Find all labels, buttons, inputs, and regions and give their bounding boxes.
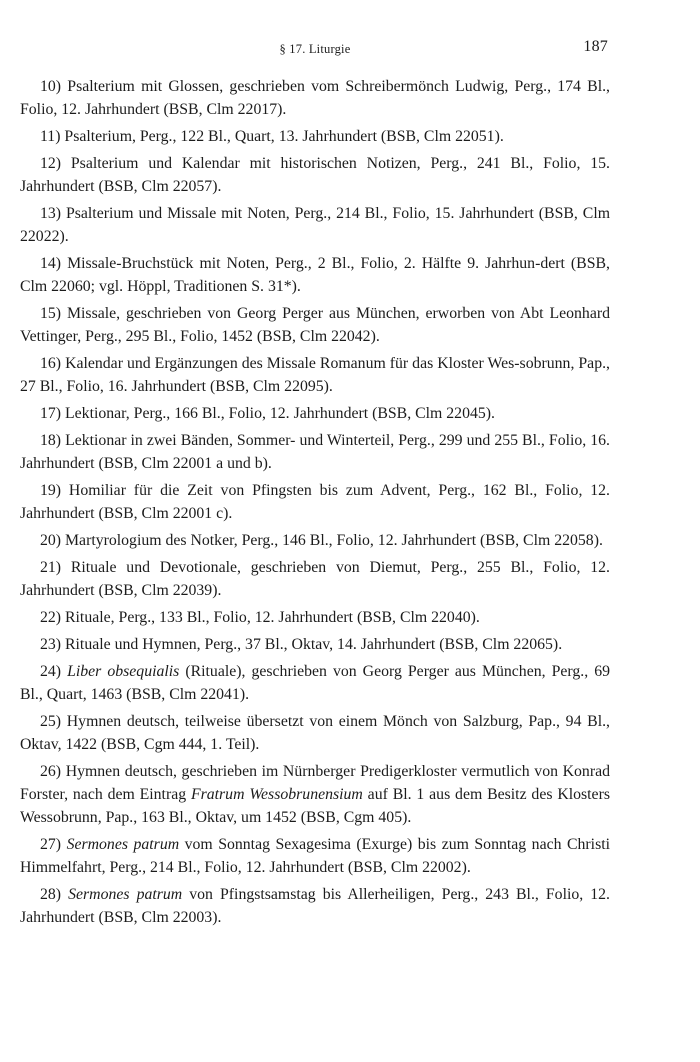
entry-text: von Pfingstsamstag bis Allerheiligen, Perg., 243 Bl., Folio, 12. Jahrhundert (BSB, Clm 22003). bbox=[20, 886, 610, 927]
manuscript-entry bbox=[20, 153, 610, 199]
entry-text: 24) bbox=[40, 663, 68, 681]
manuscript-entry bbox=[20, 761, 610, 830]
entry-text: 19) Homiliar für die Zeit von Pfingsten bis zum Advent, Perg., 162 Bl., Folio, 12. Jahrhundert (BSB, Clm 22001 c). bbox=[20, 482, 610, 523]
manuscript-entry bbox=[20, 661, 610, 707]
entry-title-italic: Fratrum Wessobrunensium bbox=[190, 786, 363, 804]
manuscript-entry bbox=[20, 530, 610, 553]
entry-text: 10) Psalterium mit Glossen, geschrieben vom Schreibermönch Ludwig, Perg., 174 Bl., Folio, 12. Jahrhundert (BSB, Clm 22017). bbox=[20, 78, 610, 118]
manuscript-entry bbox=[20, 403, 610, 426]
entry-text: vom Sonntag Sexagesima (Exurge) bis zum Sonntag nach Christi Himmelfahrt, Perg., 214 Bl., Folio, 12. Jahrhundert (BSB, Clm 22002). bbox=[20, 836, 610, 877]
book-page bbox=[20, 0, 610, 1062]
entry-title-italic: Sermones patrum bbox=[66, 836, 180, 854]
entry-text: (Rituale), geschrieben von Georg Perger aus München, Perg., 69 Bl., Quart, 1463 (BSB, Clm 22041). bbox=[20, 663, 610, 704]
entry-text: 23) Rituale und Hymnen, Perg., 37 Bl., Oktav, 14. Jahrhundert (BSB, Clm 22065). bbox=[40, 636, 563, 654]
entry-text: 13) Psalterium und Missale mit Noten, Perg., 214 Bl., Folio, 15. Jahrhundert (BSB, Clm 22022). bbox=[20, 205, 610, 245]
manuscript-entry bbox=[20, 557, 610, 603]
entry-text: 27) bbox=[40, 836, 67, 854]
entry-text: 11) Psalterium, Perg., 122 Bl., Quart, 13. Jahrhundert (BSB, Clm 22051). bbox=[40, 128, 504, 145]
page-number: 187 bbox=[583, 38, 608, 55]
entry-text: 22) Rituale, Perg., 133 Bl., Folio, 12. Jahrhundert (BSB, Clm 22040). bbox=[40, 609, 480, 627]
entry-text: 15) Missale, geschrieben von Georg Perger aus München, erworben von Abt Leonhard Vettinger, Perg., 295 Bl., Folio, 1452 (BSB, Clm 22042). bbox=[20, 305, 610, 345]
manuscript-entry bbox=[20, 76, 610, 122]
manuscript-entry bbox=[20, 711, 610, 757]
entry-text: auf Bl. 1 aus dem Besitz des Klosters Wessobrunn, Pap., 163 Bl., Oktav, um 1452 (BSB, Cgm 405). bbox=[20, 786, 610, 827]
manuscript-entry bbox=[20, 126, 610, 149]
entry-text: 26) Hymnen deutsch, geschrieben im Nürnberger Predigerkloster vermutlich von Konrad Forster, nach dem Eintrag bbox=[20, 763, 610, 804]
entry-text: 14) Missale-Bruchstück mit Noten, Perg., 2 Bl., Folio, 2. Hälfte 9. Jahrhun-dert (BSB, Clm 22060; vgl. Höppl, Traditionen S. 31*). bbox=[20, 255, 610, 295]
entry-title-italic: Sermones patrum bbox=[68, 886, 183, 904]
manuscript-entry bbox=[20, 430, 610, 476]
manuscript-entry bbox=[20, 480, 610, 526]
entry-text: 18) Lektionar in zwei Bänden, Sommer- und Winterteil, Perg., 299 und 255 Bl., Folio, 16. Jahrhundert (BSB, Clm 22001 a und b). bbox=[20, 432, 610, 473]
manuscript-entry bbox=[20, 834, 610, 880]
entry-text: 12) Psalterium und Kalendar mit historischen Notizen, Perg., 241 Bl., Folio, 15. Jahrhundert (BSB, Clm 22057). bbox=[20, 155, 610, 195]
manuscript-entry bbox=[20, 353, 610, 399]
entry-list bbox=[20, 76, 610, 934]
running-head bbox=[20, 38, 610, 60]
manuscript-entry bbox=[20, 607, 610, 630]
entry-text: 17) Lektionar, Perg., 166 Bl., Folio, 12. Jahrhundert (BSB, Clm 22045). bbox=[40, 405, 495, 423]
entry-text: 25) Hymnen deutsch, teilweise übersetzt von einem Mönch von Salzburg, Pap., 94 Bl., Oktav, 1422 (BSB, Cgm 444, 1. Teil). bbox=[20, 713, 610, 754]
section-title: § 17. Liturgie bbox=[279, 42, 351, 56]
entry-title-italic: Liber obsequialis bbox=[67, 663, 180, 681]
manuscript-entry bbox=[20, 303, 610, 349]
manuscript-entry bbox=[20, 884, 610, 930]
manuscript-entry bbox=[20, 203, 610, 249]
manuscript-entry bbox=[20, 634, 610, 657]
entry-text: 16) Kalendar und Ergänzungen des Missale Romanum für das Kloster Wes-sobrunn, Pap., 27 Bl., Folio, 16. Jahrhundert (BSB, Clm 22095). bbox=[20, 355, 610, 395]
entry-text: 20) Martyrologium des Notker, Perg., 146 Bl., Folio, 12. Jahrhundert (BSB, Clm 22058). bbox=[40, 532, 603, 550]
entry-text: 21) Rituale und Devotionale, geschrieben von Diemut, Perg., 255 Bl., Folio, 12. Jahrhundert (BSB, Clm 22039). bbox=[20, 559, 610, 600]
manuscript-entry bbox=[20, 253, 610, 299]
entry-text: 28) bbox=[40, 886, 69, 904]
